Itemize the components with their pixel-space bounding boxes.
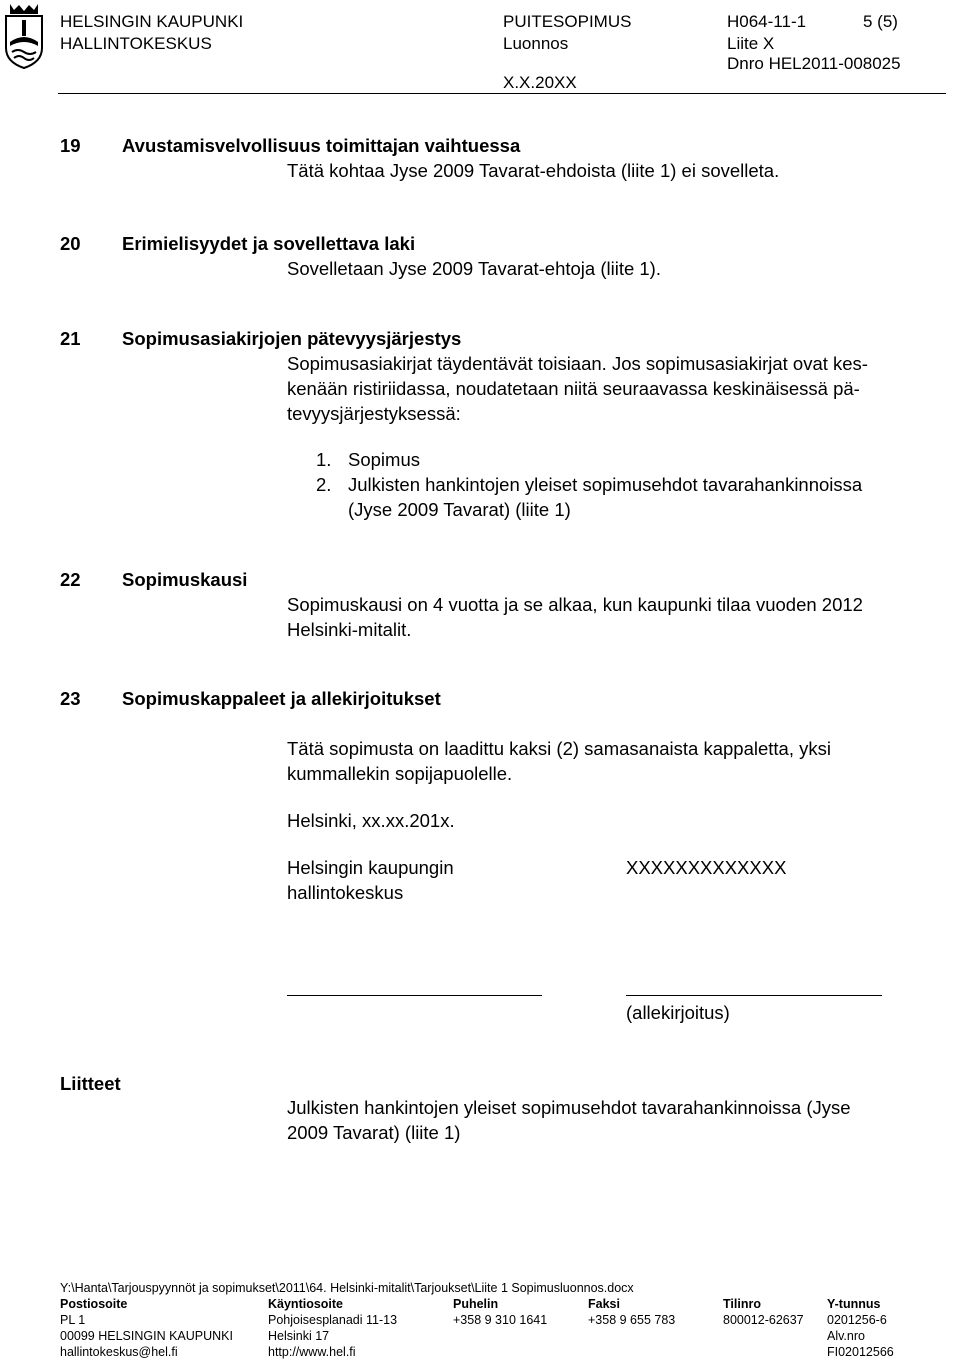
header-divider [58,93,946,94]
party-1-name-cont: hallintokeskus [287,882,404,903]
footer-value: Pohjoisesplanadi 11-13 [268,1313,398,1327]
section-text: Sopimuskausi on 4 vuotta ja se alkaa, kun kaupunki tilaa vuoden 2012 [287,594,863,615]
attachment-item-cont: 2009 Tavarat) (liite 1) [287,1122,461,1143]
section-text: kummallekin sopijapuolelle. [287,763,513,784]
footer-website: http://www.hel.fi [268,1345,356,1359]
doc-code: H064-11-1 [727,12,807,31]
doc-date: X.X.20XX [503,73,577,92]
attachments-heading: Liitteet [60,1073,121,1094]
section-number: 23 [60,688,81,709]
list-item-continuation: (Jyse 2009 Tavarat) (liite 1) [348,499,571,520]
footer-heading: Käyntiosoite [268,1297,344,1311]
section-title: Sopimusasiakirjojen pätevyysjärjestys [122,328,462,349]
section-text: Tätä sopimusta on laadittu kaksi (2) samasanaista kappaletta, yksi [287,738,831,759]
section-text: Sopimusasiakirjat täydentävät toisiaan. Jos sopimusasiakirjat ovat kes- [287,353,868,374]
footer-col-postal [60,1296,233,1360]
signature-line-1 [287,995,542,996]
party-1-name: Helsingin kaupungin [287,857,454,878]
footer-value: PL 1 [60,1313,86,1327]
footer-heading: Tilinro [723,1297,761,1311]
footer-heading: Y-tunnus [827,1297,881,1311]
footer-heading: Faksi [588,1297,620,1311]
footer-value: +358 9 310 1641 [453,1313,548,1327]
footer-value: 800012-62637 [723,1313,804,1327]
footer-value: 00099 HELSINGIN KAUPUNKI [60,1329,233,1343]
section-title: Avustamisvelvollisuus toimittajan vaihtuessa [122,135,521,156]
place-date: Helsinki, xx.xx.201x. [287,810,455,831]
attachment-label: Liite X [727,34,775,53]
section-text: tevyysjärjestyksessä: [287,403,461,424]
attachment-item: Julkisten hankintojen yleiset sopimusehdot tavarahankinnoissa (Jyse [287,1097,851,1118]
party-2-name: XXXXXXXXXXXXX [626,857,787,878]
footer-value: 0201256-6 [827,1313,887,1327]
list-item-marker: 1. [316,449,332,470]
helsinki-coat-of-arms-logo [2,2,46,70]
footer-col-phone [453,1296,547,1328]
footer-heading: Puhelin [453,1297,499,1311]
doc-type: PUITESOPIMUS [503,12,632,31]
section-title: Sopimuskausi [122,569,248,590]
footer-col-business-id [827,1296,894,1360]
footer-col-account [723,1296,804,1328]
section-title: Sopimuskappaleet ja allekirjoitukset [122,688,441,709]
org-unit: HALLINTOKESKUS [60,34,212,53]
section-number: 19 [60,135,81,156]
footer-col-fax [588,1296,675,1328]
footer-value: Alv.nro [827,1329,865,1343]
list-item-marker: 2. [316,474,332,495]
footer-col-visiting [268,1296,397,1360]
section-number: 21 [60,328,81,349]
section-text: Tätä kohtaa Jyse 2009 Tavarat-ehdoista (liite 1) ei sovelleta. [287,160,780,181]
section-number: 22 [60,569,81,590]
org-name: HELSINGIN KAUPUNKI [60,12,244,31]
section-text: Sovelletaan Jyse 2009 Tavarat-ehtoja (liite 1). [287,258,661,279]
section-text: Helsinki-mitalit. [287,619,412,640]
section-text: kenään ristiriidassa, noudatetaan niitä seuraavassa keskinäisessä pä- [287,378,860,399]
footer-heading: Postiosoite [60,1297,128,1311]
dnro: Dnro HEL2011-008025 [727,54,901,73]
footer-value: +358 9 655 783 [588,1313,676,1327]
doc-status: Luonnos [503,34,569,53]
section-title: Erimielisyydet ja sovellettava laki [122,233,416,254]
page-number: 5 (5) [863,12,898,31]
file-path: Y:\Hanta\Tarjouspyynnöt ja sopimukset\2011\64. Helsinki-mitalit\Tarjoukset\Liite 1 Sopimusluonnos.docx [60,1281,634,1295]
footer-value: Helsinki 17 [268,1329,330,1343]
list-item: Sopimus [348,449,420,470]
footer-email: hallintokeskus@hel.fi [60,1345,178,1359]
signature-caption: (allekirjoitus) [626,1002,730,1023]
signature-line-2 [626,995,882,996]
list-item: Julkisten hankintojen yleiset sopimusehdot tavarahankinnoissa [348,474,863,495]
section-number: 20 [60,233,81,254]
footer-value: FI02012566 [827,1345,894,1359]
